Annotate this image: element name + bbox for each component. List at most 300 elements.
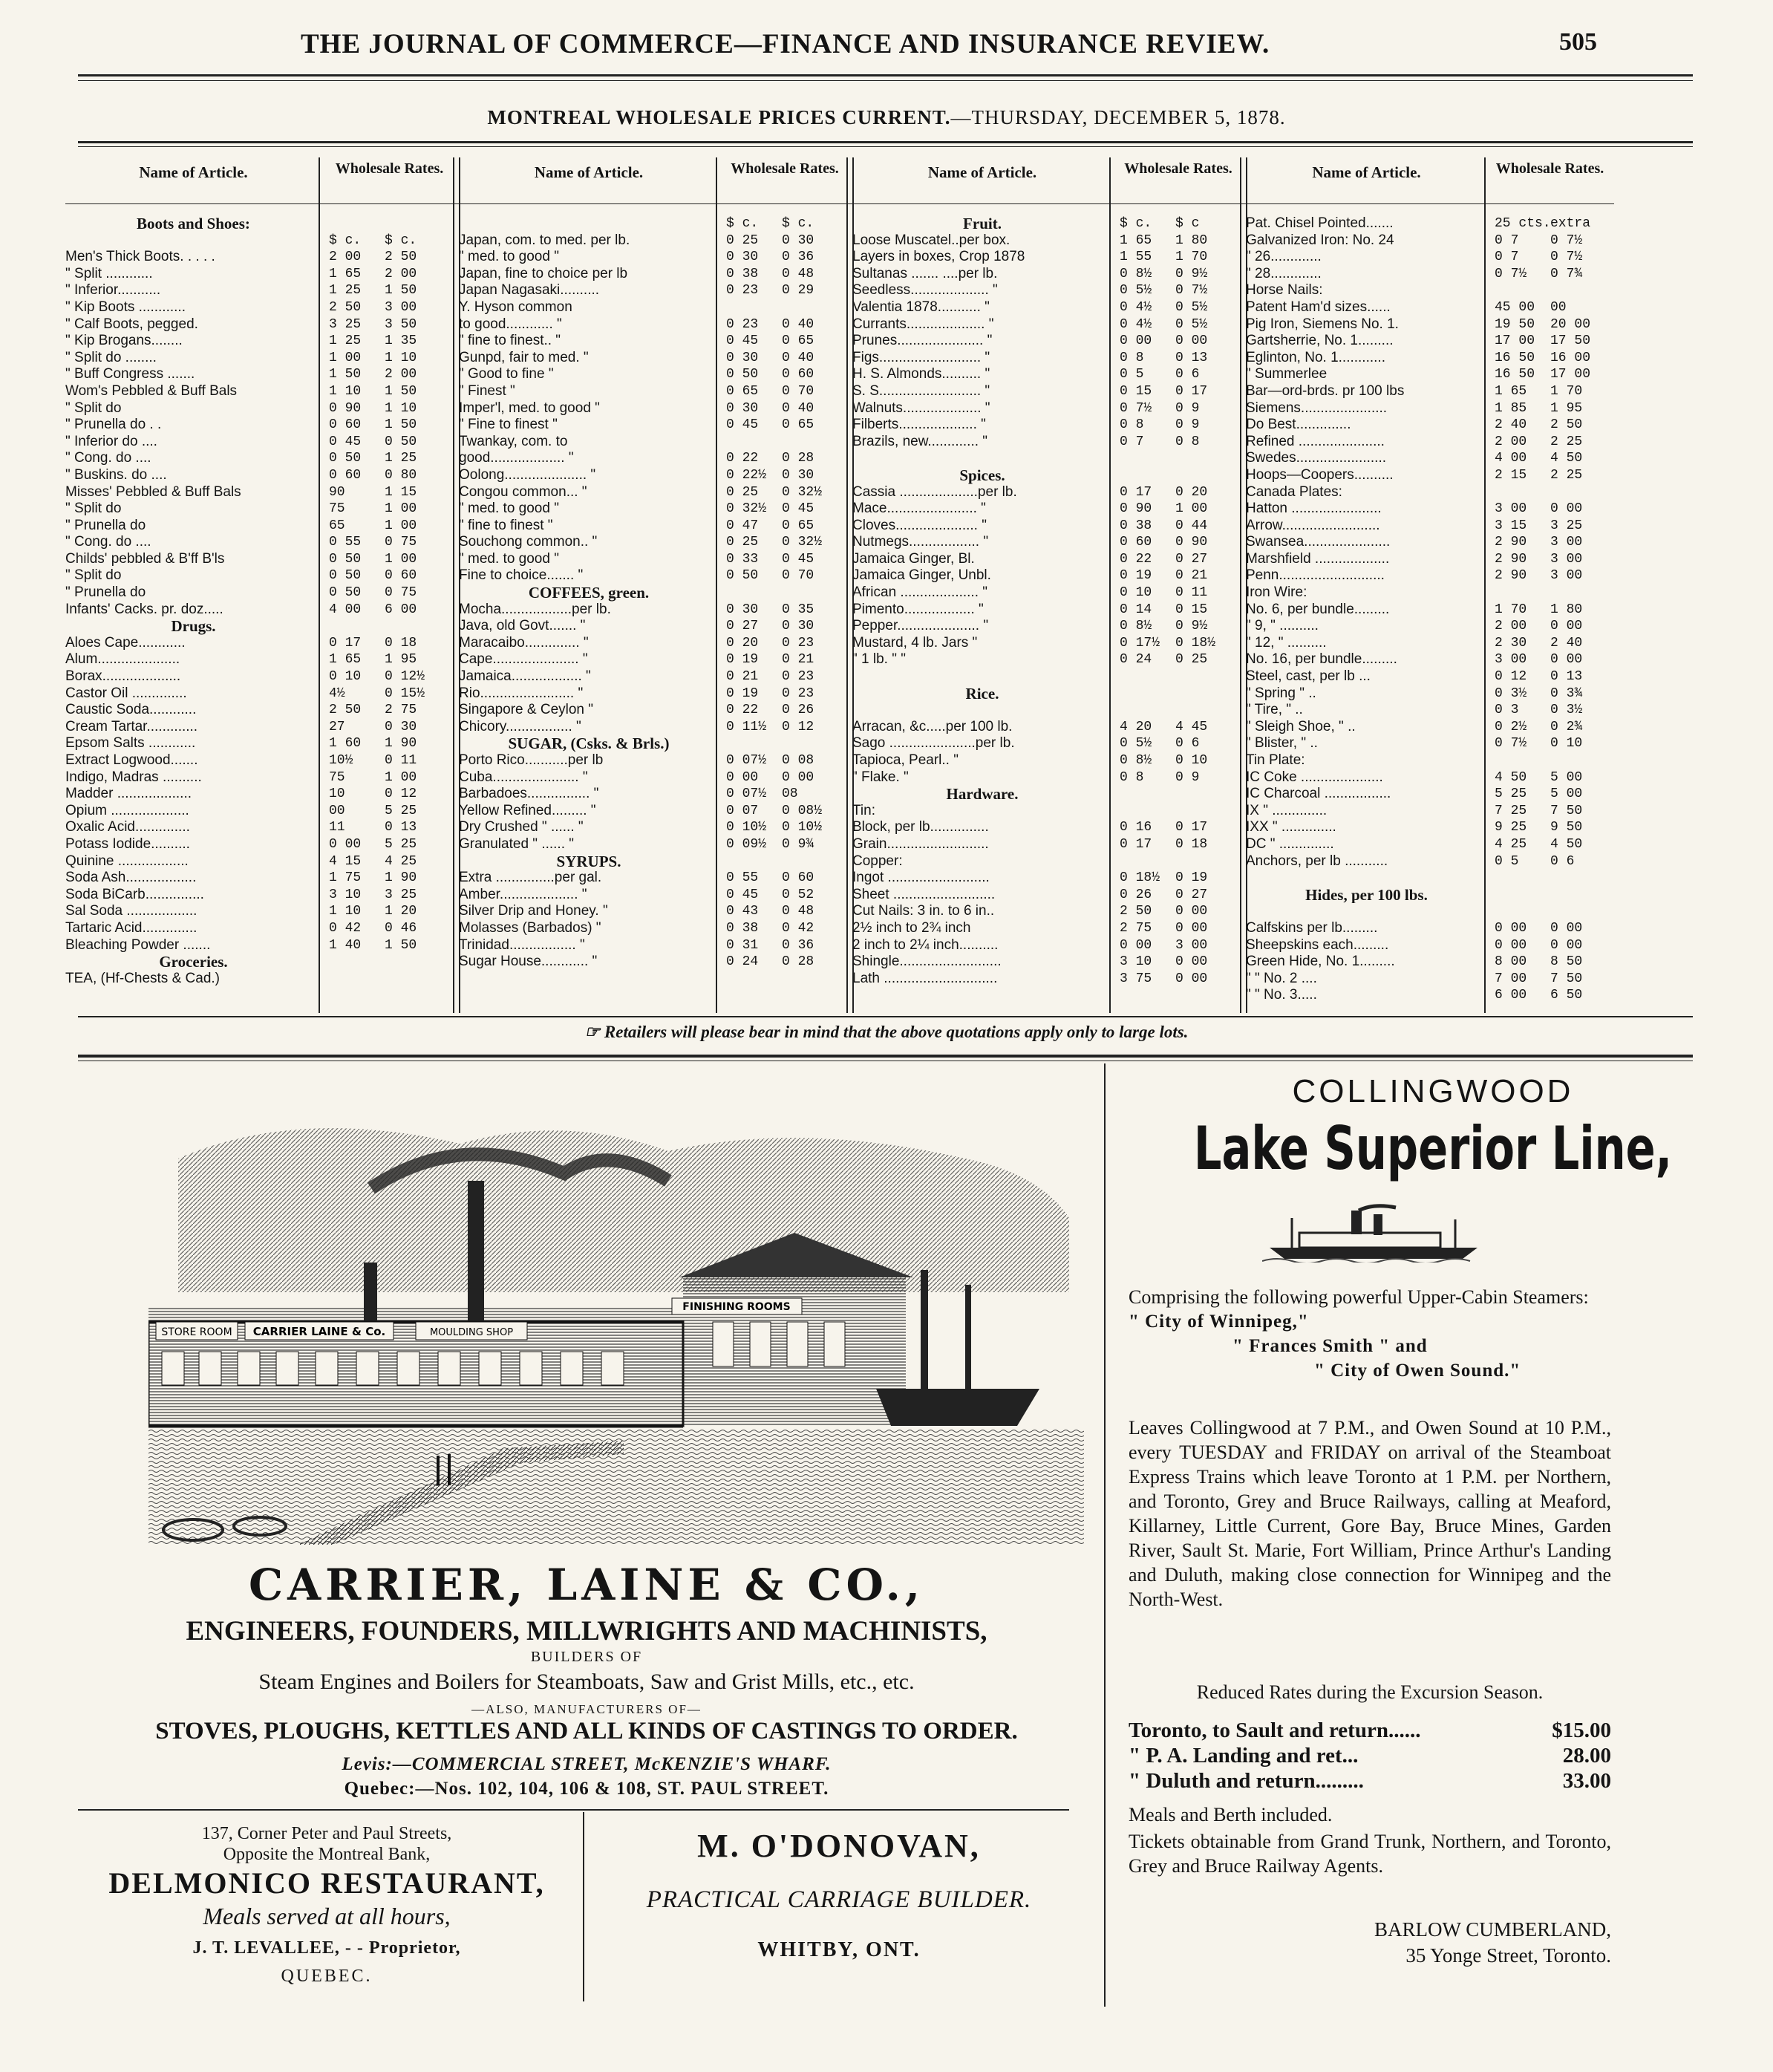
rate-high: 0 40	[782, 350, 814, 365]
article-name: Fine to choice....... "	[459, 567, 584, 584]
price-row	[459, 651, 852, 668]
price-row	[852, 870, 1246, 887]
rate-high: 1 95	[385, 652, 417, 668]
price-row	[65, 735, 459, 752]
article-name: Swansea......................	[1246, 534, 1391, 550]
article-name: Madder ...................	[65, 786, 192, 802]
rate-high: 0 46	[385, 920, 417, 936]
article-name: " Finest "	[459, 382, 515, 399]
rate-high: 0 60	[782, 367, 814, 382]
rate-high: 1 50	[385, 417, 417, 433]
article-name: Block, per lb...............	[852, 819, 989, 835]
price-row	[1246, 316, 1614, 333]
rate-high: 3 00	[1550, 535, 1583, 550]
price-row	[852, 618, 1246, 635]
price-list-date: —THURSDAY, DECEMBER 5, 1878.	[950, 106, 1286, 128]
article-name: Infants' Cacks. pr. doz.....	[65, 601, 223, 617]
rate-high: 2 00	[385, 367, 417, 382]
article-name: Lath .............................	[852, 970, 998, 986]
rate-low: 0 22	[1120, 551, 1152, 567]
article-name: Java, old Govt....... "	[459, 618, 586, 634]
price-row	[65, 803, 459, 820]
article-name: " Prunella do . .	[65, 417, 162, 433]
article-name: Opium ....................	[65, 802, 189, 818]
article-name: " Buff Congress .......	[65, 366, 195, 382]
article-name: Barbadoes................ "	[459, 786, 599, 802]
article-name: Pig Iron, Siemens No. 1.	[1246, 316, 1399, 332]
rate-low: 0 10	[1120, 585, 1152, 601]
rate-high: 7 50	[1550, 803, 1583, 818]
rate-high: 1 90	[385, 870, 417, 886]
price-row	[65, 870, 459, 887]
ad-column-divider	[1104, 1063, 1106, 2007]
price-row	[459, 350, 852, 367]
article-name: " 1 lb. " "	[852, 651, 906, 668]
rate-high: 0 25	[1175, 652, 1208, 668]
article-name: Iron Wire:	[1246, 584, 1307, 601]
rate-low: 0 2½	[1495, 719, 1527, 734]
price-row	[459, 836, 852, 853]
sign-store-room: STORE ROOM	[161, 1326, 232, 1338]
rate-low: 4 00	[1495, 451, 1527, 466]
rate-low: 0 31	[726, 937, 759, 953]
article-name: " fine to finest.. "	[459, 333, 561, 349]
price-row	[459, 803, 852, 820]
rate-high: 0 00	[1175, 954, 1208, 970]
rate-high: 0 36	[782, 937, 814, 953]
price-row	[65, 400, 459, 417]
rate-high: 0 15½	[385, 685, 425, 701]
rate-low: $ c.	[726, 216, 759, 231]
rate-low: 0 45	[329, 434, 362, 449]
price-row	[852, 434, 1246, 451]
price-row	[459, 417, 852, 434]
price-row	[852, 350, 1246, 367]
rate-high: 2 75	[385, 703, 417, 718]
article-name: Filberts.................... "	[852, 417, 986, 433]
price-row	[1246, 752, 1614, 769]
price-row	[852, 417, 1246, 434]
price-row	[65, 434, 459, 451]
article-name: Granulated " ...... "	[459, 835, 575, 852]
rate-low: 2 50	[1120, 904, 1152, 919]
rate-low: 2 00	[1495, 619, 1527, 634]
article-name: Gartsherrie, No. 1.........	[1246, 333, 1394, 349]
price-row	[459, 702, 852, 719]
price-row	[459, 584, 852, 602]
article-name: Imper'l, med. to good "	[459, 400, 600, 416]
rate-low: 0 3	[1495, 703, 1519, 718]
article-name: Chicory................. "	[459, 718, 581, 734]
rate-low: 0 26	[1120, 887, 1152, 902]
rate-low: 7 25	[1495, 803, 1527, 818]
rate-high: 0 90	[1175, 535, 1208, 550]
rate-low: 0 33	[726, 551, 759, 567]
wholesale-price-table	[65, 157, 1614, 1013]
price-row	[65, 584, 459, 602]
article-name: " Kip Brogans........	[65, 333, 183, 349]
price-row	[65, 215, 459, 232]
price-row	[1246, 635, 1614, 652]
rate-high: 20 00	[1550, 316, 1591, 332]
article-name: Pepper..................... "	[852, 618, 989, 634]
rate-low: 0 8	[1120, 769, 1144, 785]
article-name: Mace....................... "	[852, 501, 986, 517]
article-name: Cloves..................... "	[852, 517, 987, 533]
fare-route: " P. A. Landing and ret...	[1129, 1744, 1359, 1768]
price-row	[459, 735, 852, 752]
rate-low: 0 23	[726, 283, 759, 299]
rate-high: 3 50	[385, 316, 417, 332]
rate-high: 3 25	[385, 887, 417, 902]
foundry-engraving	[148, 1099, 1084, 1545]
rate-low: 0 4½	[1120, 299, 1152, 315]
also-manufacturers: —ALSO, MANUFACTURERS OF—	[471, 1702, 702, 1716]
rate-low: 0 5	[1120, 367, 1144, 382]
article-name: 2½ inch to 2¾ inch	[852, 919, 971, 936]
article-name: Spices.	[959, 466, 1005, 484]
article-name: Green Hide, No. 1.........	[1246, 954, 1395, 970]
rate-low: 0 50	[726, 568, 759, 584]
rate-high: $ c.	[385, 232, 417, 248]
article-name: Cape...................... "	[459, 651, 588, 668]
rate-high: 4 50	[1550, 451, 1583, 466]
rate-high: 0 8	[1175, 434, 1200, 449]
rate-low: 0 07½	[726, 786, 767, 802]
price-row	[1246, 266, 1614, 283]
price-row	[459, 752, 852, 769]
article-name: Yellow Refined......... "	[459, 802, 596, 818]
rate-low: $ c.	[329, 232, 362, 248]
address-levis: Levis:—COMMERCIAL STREET, McKENZIE'S WHARF.	[342, 1754, 832, 1774]
article-name: Loose Muscatel..per box.	[852, 232, 1010, 248]
rate-low: 0 90	[1120, 501, 1152, 517]
rate-high: 0 7¾	[1550, 266, 1583, 281]
rate-low: 0 00	[1120, 937, 1152, 953]
rate-low: 0 23	[726, 316, 759, 332]
page-number: 505	[1559, 28, 1597, 56]
article-name: " Spring " ..	[1246, 685, 1316, 701]
collingwood-comprising	[1129, 1285, 1611, 1383]
article-name: " Prunella do	[65, 517, 146, 533]
rate-low: 0 55	[329, 535, 362, 550]
price-row	[852, 467, 1246, 484]
rate-low: 1 70	[1495, 602, 1527, 617]
article-name: Sal Soda ..................	[65, 903, 197, 919]
article-name: Twankay, com. to	[459, 433, 568, 449]
article-name: Soda Ash..................	[65, 870, 197, 886]
price-row	[852, 752, 1246, 769]
price-row	[459, 484, 852, 501]
price-row	[459, 786, 852, 803]
rate-high: 0 00	[1550, 501, 1583, 517]
rate-low: 0 55	[726, 870, 759, 886]
rate-low: 0 17	[1120, 484, 1152, 500]
rate-low: 0 43	[726, 904, 759, 919]
article-name: Jamaica.................. "	[459, 668, 591, 685]
rate-high: 1 80	[1550, 602, 1583, 617]
column-rule	[1109, 157, 1111, 1013]
rate-low: 0 11½	[726, 719, 767, 734]
rate-low: 17 00	[1495, 333, 1535, 349]
rate-high: 1 50	[385, 937, 417, 953]
rate-high: 3 00	[1550, 568, 1583, 584]
price-row	[1246, 518, 1614, 535]
article-name: Extract Logwood.......	[65, 752, 198, 768]
price-row	[459, 685, 852, 703]
rate-high: 3 25	[1550, 518, 1583, 533]
price-row	[65, 887, 459, 904]
odonovan-name: M. O'DONOVAN,	[697, 1828, 981, 1864]
article-name: Penn...........................	[1246, 567, 1385, 584]
rate-high: 5 00	[1550, 769, 1583, 785]
lake-superior-line: Lake Superior Line,	[1193, 1114, 1673, 1183]
rate-high: 3 00	[1175, 937, 1208, 953]
price-row	[852, 602, 1246, 619]
article-name: Souchong common.. "	[459, 534, 598, 550]
odonovan-city: WHITBY, ONT.	[757, 1938, 921, 1961]
rate-low: 1 65	[329, 652, 362, 668]
price-row	[852, 518, 1246, 535]
article-name: Cuba...................... "	[459, 769, 588, 785]
price-row	[852, 937, 1246, 954]
price-row	[459, 232, 852, 250]
article-name: Boots and Shoes:	[137, 215, 250, 232]
rate-high: 0 65	[782, 417, 814, 433]
rate-high: 0 75	[385, 585, 417, 601]
rate-high: 1 90	[385, 736, 417, 752]
article-name: TEA, (Hf-Chests & Cad.)	[65, 970, 220, 986]
article-name: H. S. Almonds.......... "	[852, 366, 990, 382]
price-row	[459, 366, 852, 383]
rate-high: 0 00	[1175, 971, 1208, 986]
delmonico-name: DELMONICO RESTAURANT,	[108, 1866, 545, 1900]
price-row	[65, 501, 459, 518]
rate-low: 0 60	[1120, 535, 1152, 550]
price-row	[852, 534, 1246, 551]
rate-low: 0 15	[1120, 383, 1152, 399]
price-row	[1246, 719, 1614, 736]
lower-ads-rule	[78, 1809, 1069, 1811]
rate-low: 0 7	[1495, 250, 1519, 265]
rate-low: 0 7½	[1495, 266, 1527, 281]
price-row	[1246, 987, 1614, 1004]
rate-low: 5 25	[1495, 786, 1527, 802]
rate-low: 0 50	[329, 585, 362, 601]
article-name: Sago ......................per lb.	[852, 735, 1015, 752]
rate-high: 0 65	[782, 333, 814, 349]
rate-low: 27	[329, 719, 345, 734]
article-name: Hardware.	[946, 786, 1019, 803]
article-name: Anchors, per lb ...........	[1246, 853, 1388, 869]
rate-low: 0 5½	[1120, 736, 1152, 752]
article-name: Extra ...............per gal.	[459, 870, 602, 886]
article-name: Grain..........................	[852, 835, 989, 852]
price-row	[1246, 299, 1614, 316]
article-name: " 26.............	[1246, 249, 1322, 265]
price-row	[1246, 534, 1614, 551]
rate-low: 0 50	[329, 551, 362, 567]
article-name: Caustic Soda............	[65, 702, 197, 718]
comprising-text: Comprising the following powerful Upper-Cabin Steamers:	[1129, 1286, 1589, 1308]
price-row	[459, 316, 852, 333]
price-row	[65, 316, 459, 333]
rate-low: 7 00	[1495, 971, 1527, 986]
price-row	[1246, 249, 1614, 266]
rate-low: 0 10½	[726, 820, 767, 835]
rate-high: 0 08	[782, 753, 814, 768]
price-row	[1246, 920, 1614, 937]
rate-high: 0 00	[782, 769, 814, 785]
rate-low: 0 00	[1495, 937, 1527, 953]
rate-low: 0 32½	[726, 501, 767, 517]
name-column-header: Name of Article.	[139, 163, 248, 181]
article-name: Potass Iodide..........	[65, 835, 190, 852]
rate-low: 0 00	[1120, 333, 1152, 349]
article-name: Men's Thick Boots. . . . .	[65, 249, 215, 265]
price-row	[65, 366, 459, 383]
rate-low: 3 10	[329, 887, 362, 902]
article-name: " Flake. "	[852, 769, 909, 785]
rate-high: 08	[782, 786, 798, 802]
price-row	[459, 719, 852, 736]
rate-low: 0 18½	[1120, 870, 1160, 886]
rate-high: 0 17	[1175, 383, 1208, 399]
rate-high: 4 25	[385, 853, 417, 869]
rate-high: 0 70	[782, 383, 814, 399]
rate-low: 90	[329, 484, 345, 500]
article-name: Jamaica Ginger, Unbl.	[852, 567, 991, 584]
rate-low: 19 50	[1495, 316, 1535, 332]
price-row	[1246, 584, 1614, 602]
article-name: Pimento.................. "	[852, 601, 984, 617]
delmonico-opposite: Opposite the Montreal Bank,	[223, 1845, 431, 1864]
rate-low: 0 17	[1120, 836, 1152, 852]
rate-high: 0 60	[385, 568, 417, 584]
article-name: Epsom Salts ............	[65, 735, 196, 752]
rate-high: 0 23	[782, 669, 814, 685]
price-column	[459, 157, 852, 1013]
article-name: Refined ......................	[1246, 433, 1385, 449]
rate-low: 0 10	[329, 669, 362, 685]
article-name: Gunpd, fair to med. "	[459, 349, 589, 365]
rate-high: 0 30	[385, 719, 417, 734]
rate-low: 0 25	[726, 535, 759, 550]
rate-low: 11	[329, 820, 345, 835]
name-column-header: Name of Article.	[534, 163, 644, 181]
journal-title: THE JOURNAL OF COMMERCE—FINANCE AND INSURANCE REVIEW.	[301, 29, 1270, 59]
price-row	[852, 249, 1246, 266]
rate-low: 4 15	[329, 853, 362, 869]
rate-low: 65	[329, 518, 345, 533]
article-name: Tin:	[852, 802, 875, 818]
article-name: Seedless.................... "	[852, 282, 998, 299]
price-row	[65, 651, 459, 668]
article-name: Tin Plate:	[1246, 752, 1305, 768]
rate-high: 0 70	[782, 568, 814, 584]
rate-high: 0 3¾	[1550, 685, 1583, 701]
article-name: IXX " ..............	[1246, 819, 1336, 835]
column-rule	[319, 157, 320, 1013]
rate-low: 0 00	[329, 836, 362, 852]
rate-high: 1 00	[385, 551, 417, 567]
price-row	[852, 316, 1246, 333]
rate-low: 0 25	[726, 484, 759, 500]
price-row	[459, 333, 852, 350]
rate-low: 0 60	[329, 467, 362, 483]
rate-column-header: Wholesale Rates.	[1124, 160, 1232, 177]
rate-low: 45 00	[1495, 299, 1535, 315]
boat-winnipeg: " City of Winnipeg,"	[1129, 1312, 1309, 1332]
article-name: Dry Crushed " ...... "	[459, 819, 584, 835]
article-name: " Cong. do ....	[65, 534, 151, 550]
article-name: Cassia ....................per lb.	[852, 483, 1017, 500]
article-name: Amber.................... "	[459, 886, 587, 902]
delmonico-address	[74, 1823, 579, 1865]
rate-high: 0 9½	[1175, 266, 1208, 281]
price-row	[852, 719, 1246, 736]
article-name: Misses' Pebbled & Buff Bals	[65, 483, 241, 500]
article-name: Figs.......................... "	[852, 349, 990, 365]
article-name: Congou common... "	[459, 483, 587, 500]
price-row	[852, 484, 1246, 501]
rate-high: 0 18½	[1175, 635, 1216, 651]
price-row	[852, 584, 1246, 602]
rate-low: 2 30	[1495, 635, 1527, 651]
price-row	[1246, 903, 1614, 920]
rate-low: 0 50	[726, 367, 759, 382]
rate-low: 0 45	[726, 887, 759, 902]
price-row	[65, 668, 459, 685]
name-column-header: Name of Article.	[927, 163, 1037, 181]
rate-low: 0 8½	[1120, 753, 1152, 768]
rate-high: 0 45	[782, 551, 814, 567]
price-row	[65, 266, 459, 283]
rate-high: 1 50	[385, 383, 417, 399]
price-row	[1246, 602, 1614, 619]
rate-high: 2 50	[385, 250, 417, 265]
fare-route: Toronto, to Sault and return......	[1129, 1718, 1421, 1742]
rate-low: 1 65	[1120, 232, 1152, 248]
rate-low: 0 21	[726, 669, 759, 685]
rate-high: 3 00	[1550, 551, 1583, 567]
rate-low: 0 7	[1120, 434, 1144, 449]
rate-low: 4 50	[1495, 769, 1527, 785]
article-name: Hides, per 100 lbs.	[1305, 886, 1428, 904]
price-row	[65, 635, 459, 652]
price-row	[459, 903, 852, 920]
rate-high: 16 00	[1550, 350, 1591, 365]
article-name: " Calf Boots, pegged.	[65, 316, 198, 332]
top-rule-thin	[78, 80, 1693, 81]
price-column	[65, 157, 459, 1013]
rate-high: 1 10	[385, 350, 417, 365]
meals-included: Meals and Berth included.	[1129, 1804, 1333, 1825]
rate-high: 0 65	[782, 518, 814, 533]
article-name: IC Coke .....................	[1246, 769, 1383, 785]
article-name: Valentia 1878........... "	[852, 299, 990, 315]
rate-high: 0 40	[782, 400, 814, 416]
article-name: Porto Rico...........per lb	[459, 752, 604, 768]
rate-low: 0 5	[1495, 853, 1519, 869]
article-name: Shingle..........................	[852, 954, 1002, 970]
rate-low: 0 24	[726, 954, 759, 970]
rate-column-header: Wholesale Rates.	[335, 160, 444, 177]
collingwood-schedule: Leaves Collingwood at 7 P.M., and Owen Sound at 10 P.M., every TUESDAY and FRIDAY on arrival of the Steamboat Express Trains which leave Toronto at 1 P.M. per Northern, and Toronto, Grey and Bruce Railways, calling at Meaford, Killarney, Little Current, Gore Bay, Bruce Mines, Garden River, Sault St. Marie, Fort William, Prince Arthur's Landing and Duluth, making close connection for Winnipeg and the North-West.	[1129, 1417, 1611, 1610]
price-row	[1246, 870, 1614, 887]
rate-high: $ c.	[782, 216, 814, 231]
rate-low: 0 38	[726, 920, 759, 936]
